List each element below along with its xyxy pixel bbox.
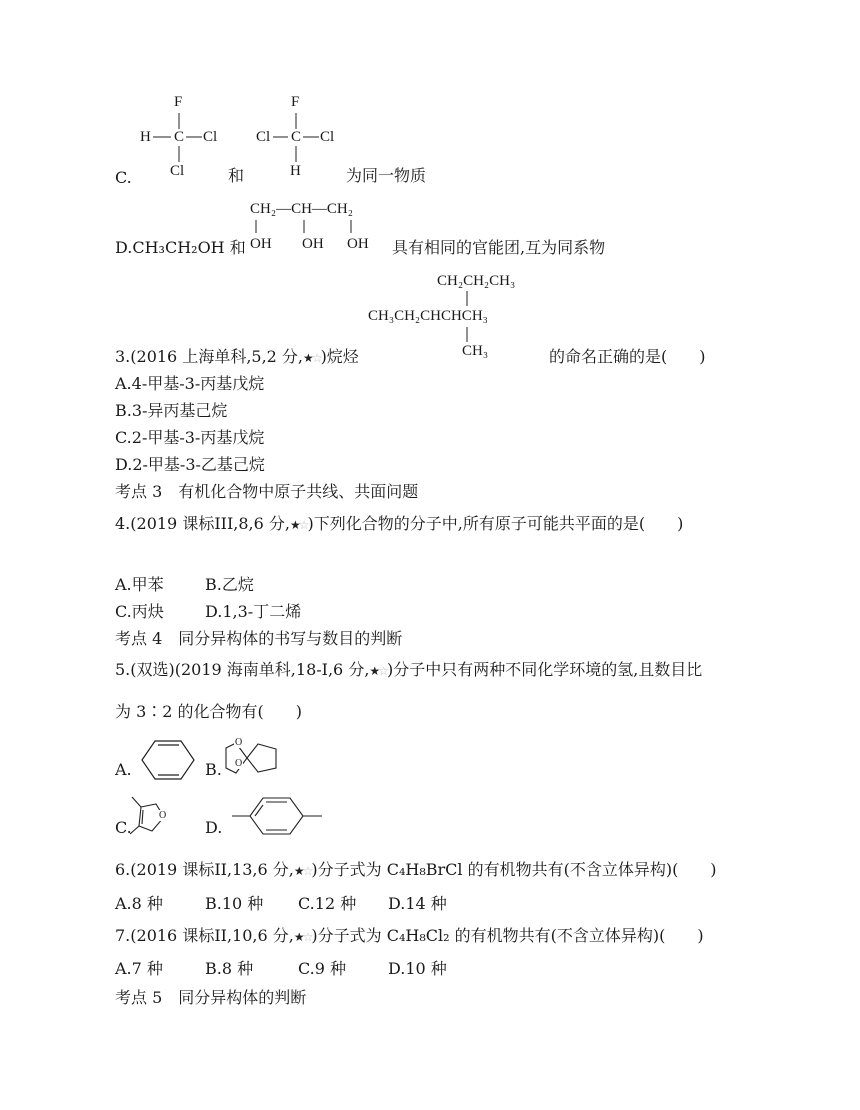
- q7-stem: [115, 926, 704, 947]
- q3-option-a: A.4-甲基-3-丙基戊烷: [115, 374, 265, 393]
- q4-option-d: D.1,3-丁二烯: [205, 602, 302, 621]
- q3-option-c: C.2-甲基-3-丙基戊烷: [115, 428, 265, 447]
- mol2-center-atom: C: [291, 129, 302, 145]
- glycerol-oh-1: OH: [250, 236, 272, 252]
- glycerol-oh-2: OH: [302, 236, 324, 252]
- q5-stem-suffix: )分子中只有两种不同化学环境的氢,且数目比: [386, 660, 703, 679]
- alkane-main-chain: CH₃CH₂CHCHCH₃: [368, 308, 488, 324]
- q5-option-a-label: A.: [115, 760, 132, 779]
- mol2-top-atom: F: [291, 94, 300, 110]
- furan-oxygen: O: [159, 810, 167, 821]
- q2-option-c-conclusion: 为同一物质: [346, 166, 427, 185]
- q5-stem: [115, 660, 702, 681]
- q4-option-b: B.乙烷: [205, 575, 254, 594]
- alkane-bonds: [0, 0, 860, 400]
- q6-stem-suffix: )分子式为 C₄H₈BrCl 的有机物共有(不含立体异构)( ): [311, 860, 717, 879]
- alkane-bottom-branch: CH₃: [462, 343, 489, 359]
- star-difficulty-icon: ★☆: [289, 518, 308, 532]
- q3-option-d: D.2-甲基-3-乙基己烷: [115, 455, 265, 474]
- mol2-left-atom: Cl: [256, 129, 271, 145]
- mol1-center-atom: C: [174, 129, 185, 145]
- q3-option-b: B.3-异丙基己烷: [115, 401, 228, 420]
- dimethylfuran-structure: [126, 793, 174, 839]
- q7-stem-prefix: 7.(2016 课标II,10,6 分,: [115, 926, 294, 945]
- q2-option-d-prefix: D.CH₃CH₂OH 和: [115, 238, 246, 257]
- mol2-right-atom: Cl: [320, 129, 335, 145]
- q4-option-a: A.甲苯: [115, 575, 164, 594]
- q6-option-d: D.14 种: [388, 894, 447, 913]
- star-difficulty-icon: ★☆: [293, 864, 312, 878]
- p-xylene-structure: [230, 796, 325, 838]
- alkane-top-branch: CH₂CH₂CH₃: [437, 273, 516, 289]
- q7-option-d: D.10 种: [388, 959, 447, 978]
- q7-option-c: C.9 种: [298, 959, 347, 978]
- cyclohexadiene-structure: [138, 738, 198, 782]
- mol1-top-atom: F: [174, 94, 183, 110]
- glycerol-backbone: CH₂—CH—CH₂: [250, 201, 353, 217]
- q2-option-c-connector: 和: [228, 166, 245, 185]
- q2-option-d-conclusion: 具有相同的官能团,互为同系物: [392, 238, 606, 257]
- knowledge-point-5: 考点 5 同分异构体的判断: [115, 988, 307, 1007]
- q6-option-c: C.12 种: [298, 894, 357, 913]
- star-difficulty-icon: ★☆: [293, 930, 312, 944]
- q3-stem: [115, 347, 359, 368]
- glycerol-oh-3: OH: [347, 236, 369, 252]
- q4-option-c: C.丙炔: [115, 602, 164, 621]
- q7-option-a: A.7 种: [115, 959, 163, 978]
- spiro-oxygen-1: O: [235, 737, 243, 748]
- q6-stem: [115, 860, 717, 881]
- star-difficulty-icon: ★☆: [303, 351, 321, 365]
- q3-stem-mid: )烷烃: [320, 347, 359, 366]
- q4-stem-prefix: 4.(2019 课标III,8,6 分,: [115, 514, 290, 533]
- knowledge-point-4: 考点 4 同分异构体的书写与数目的判断: [115, 629, 403, 648]
- mol2-bottom-atom: H: [290, 163, 301, 179]
- q4-stem-suffix: )下列化合物的分子中,所有原子可能共平面的是( ): [307, 514, 684, 533]
- mol1-left-atom: H: [140, 129, 151, 145]
- q7-stem-suffix: )分子式为 C₄H₈Cl₂ 的有机物共有(不含立体异构)( ): [311, 926, 704, 945]
- q4-stem: [115, 514, 683, 535]
- q5-option-d-label: D.: [205, 818, 223, 837]
- q5-stem-line2: 为 3∶2 的化合物有( ): [115, 702, 303, 721]
- q6-option-a: A.8 种: [115, 894, 163, 913]
- star-difficulty-icon: ★☆: [369, 664, 387, 678]
- knowledge-point-3: 考点 3 有机化合物中原子共线、共面问题: [115, 482, 419, 501]
- spiro-ketal-structure: [220, 738, 282, 778]
- q3-stem-suffix: 的命名正确的是( ): [549, 347, 706, 366]
- q6-option-b: B.10 种: [205, 894, 264, 913]
- mol1-right-atom: Cl: [203, 129, 218, 145]
- mol1-bottom-atom: Cl: [170, 163, 185, 179]
- q5-stem-prefix: 5.(双选)(2019 海南单科,18-I,6 分,: [115, 660, 370, 679]
- q2-option-c-label: C.: [115, 168, 132, 187]
- q5-option-b-label: B.: [205, 760, 222, 779]
- q6-stem-prefix: 6.(2019 课标II,13,6 分,: [115, 860, 294, 879]
- spiro-oxygen-2: O: [235, 758, 243, 769]
- q3-stem-prefix: 3.(2016 上海单科,5,2 分,: [115, 347, 304, 366]
- q7-option-b: B.8 种: [205, 959, 254, 978]
- q5-option-c-label: C.: [115, 818, 132, 837]
